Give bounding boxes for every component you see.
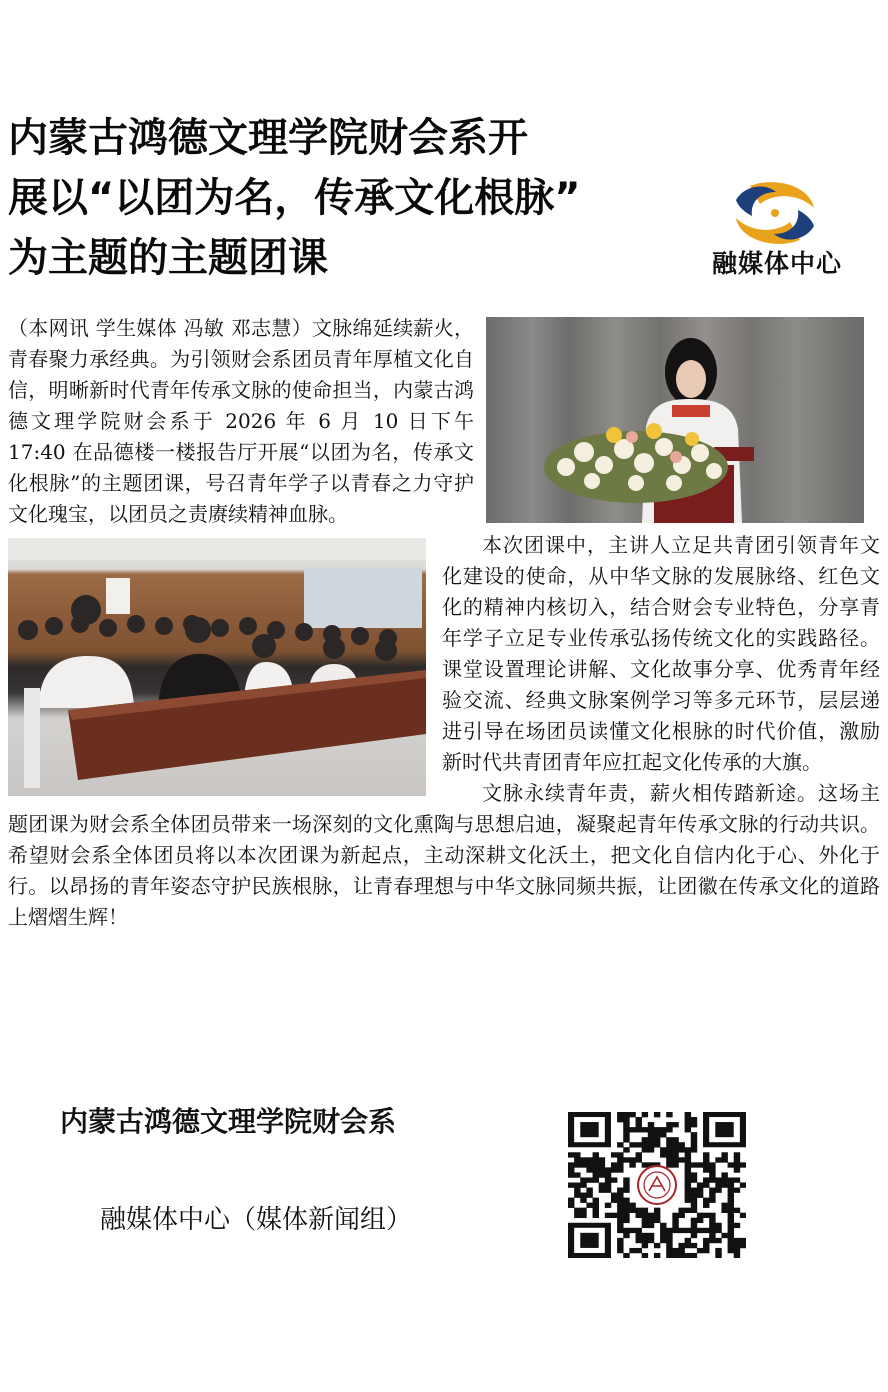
footer-department: 融媒体中心（媒体新闻组）: [100, 1205, 413, 1235]
logo-text: 融媒体中心: [711, 249, 842, 278]
paragraph-2-text: 本次团课中，主讲人立足共青团引领青年文化建设的使命，从中华文脉的发展脉络、红色文化的精神内核切入，结合财会专业特色，分享青年学子立足专业传承弘扬传统文化的实践路径。课堂设置理论讲解、文化故事分享、优秀青年经验交流、经典文脉案例学习等多元环节，层层递进引导在场团员读懂文化根脉的时代价值，激励新时代共青团青年应扛起文化传承的大旗。: [442, 533, 880, 774]
paragraph-2: [8, 530, 880, 778]
article-body: [8, 313, 880, 933]
audience-photo: [8, 538, 426, 796]
qr-code[interactable]: [568, 1112, 746, 1258]
media-center-logo: [682, 178, 872, 278]
footer-organization: 内蒙古鸿德文理学院财会系: [60, 1105, 397, 1138]
article-title: [8, 108, 668, 288]
title-line-3: 为主题的主题团课: [8, 235, 328, 281]
paragraph-3: 文脉永续青年责，薪火相传踏新途。这场主题团课为财会系全体团员带来一场深刻的文化熏陶与思想启迪，凝聚起青年传承文脉的行动共识。希望财会系全体团员将以本次团课为新起点，主动深耕文化沃土，把文化自信内化于心、外化于行。以昂扬的青年姿态守护民族根脉，让青春理想与中华文脉同频共振，让团徽在传承文化的道路上熠熠生辉！: [8, 781, 880, 929]
title-line-1: 内蒙古鸿德文理学院财会系开: [8, 115, 528, 161]
title-line-2: 展以“以团为名，传承文化根脉”: [8, 175, 581, 221]
speaker-photo: [486, 317, 864, 523]
qr-code-icon: [568, 1112, 746, 1258]
swirl-logo-icon: [730, 178, 820, 248]
intro-paragraph: （本网讯 学生媒体 冯敏 邓志慧）文脉绵延续薪火，青春聚力承经典。为引领财会系团员青年厚植文化自信，明晰新时代青年传承文脉的使命担当，内蒙古鸿德文理学院财会系于 2026 年 6 月 10 日下午 17:40 在品德楼一楼报告厅开展“以团为名，传承文化根脉”的主题团课，号召青年学子以青春之力守护文化瑰宝，以团员之责赓续精神血脉。: [8, 316, 474, 526]
